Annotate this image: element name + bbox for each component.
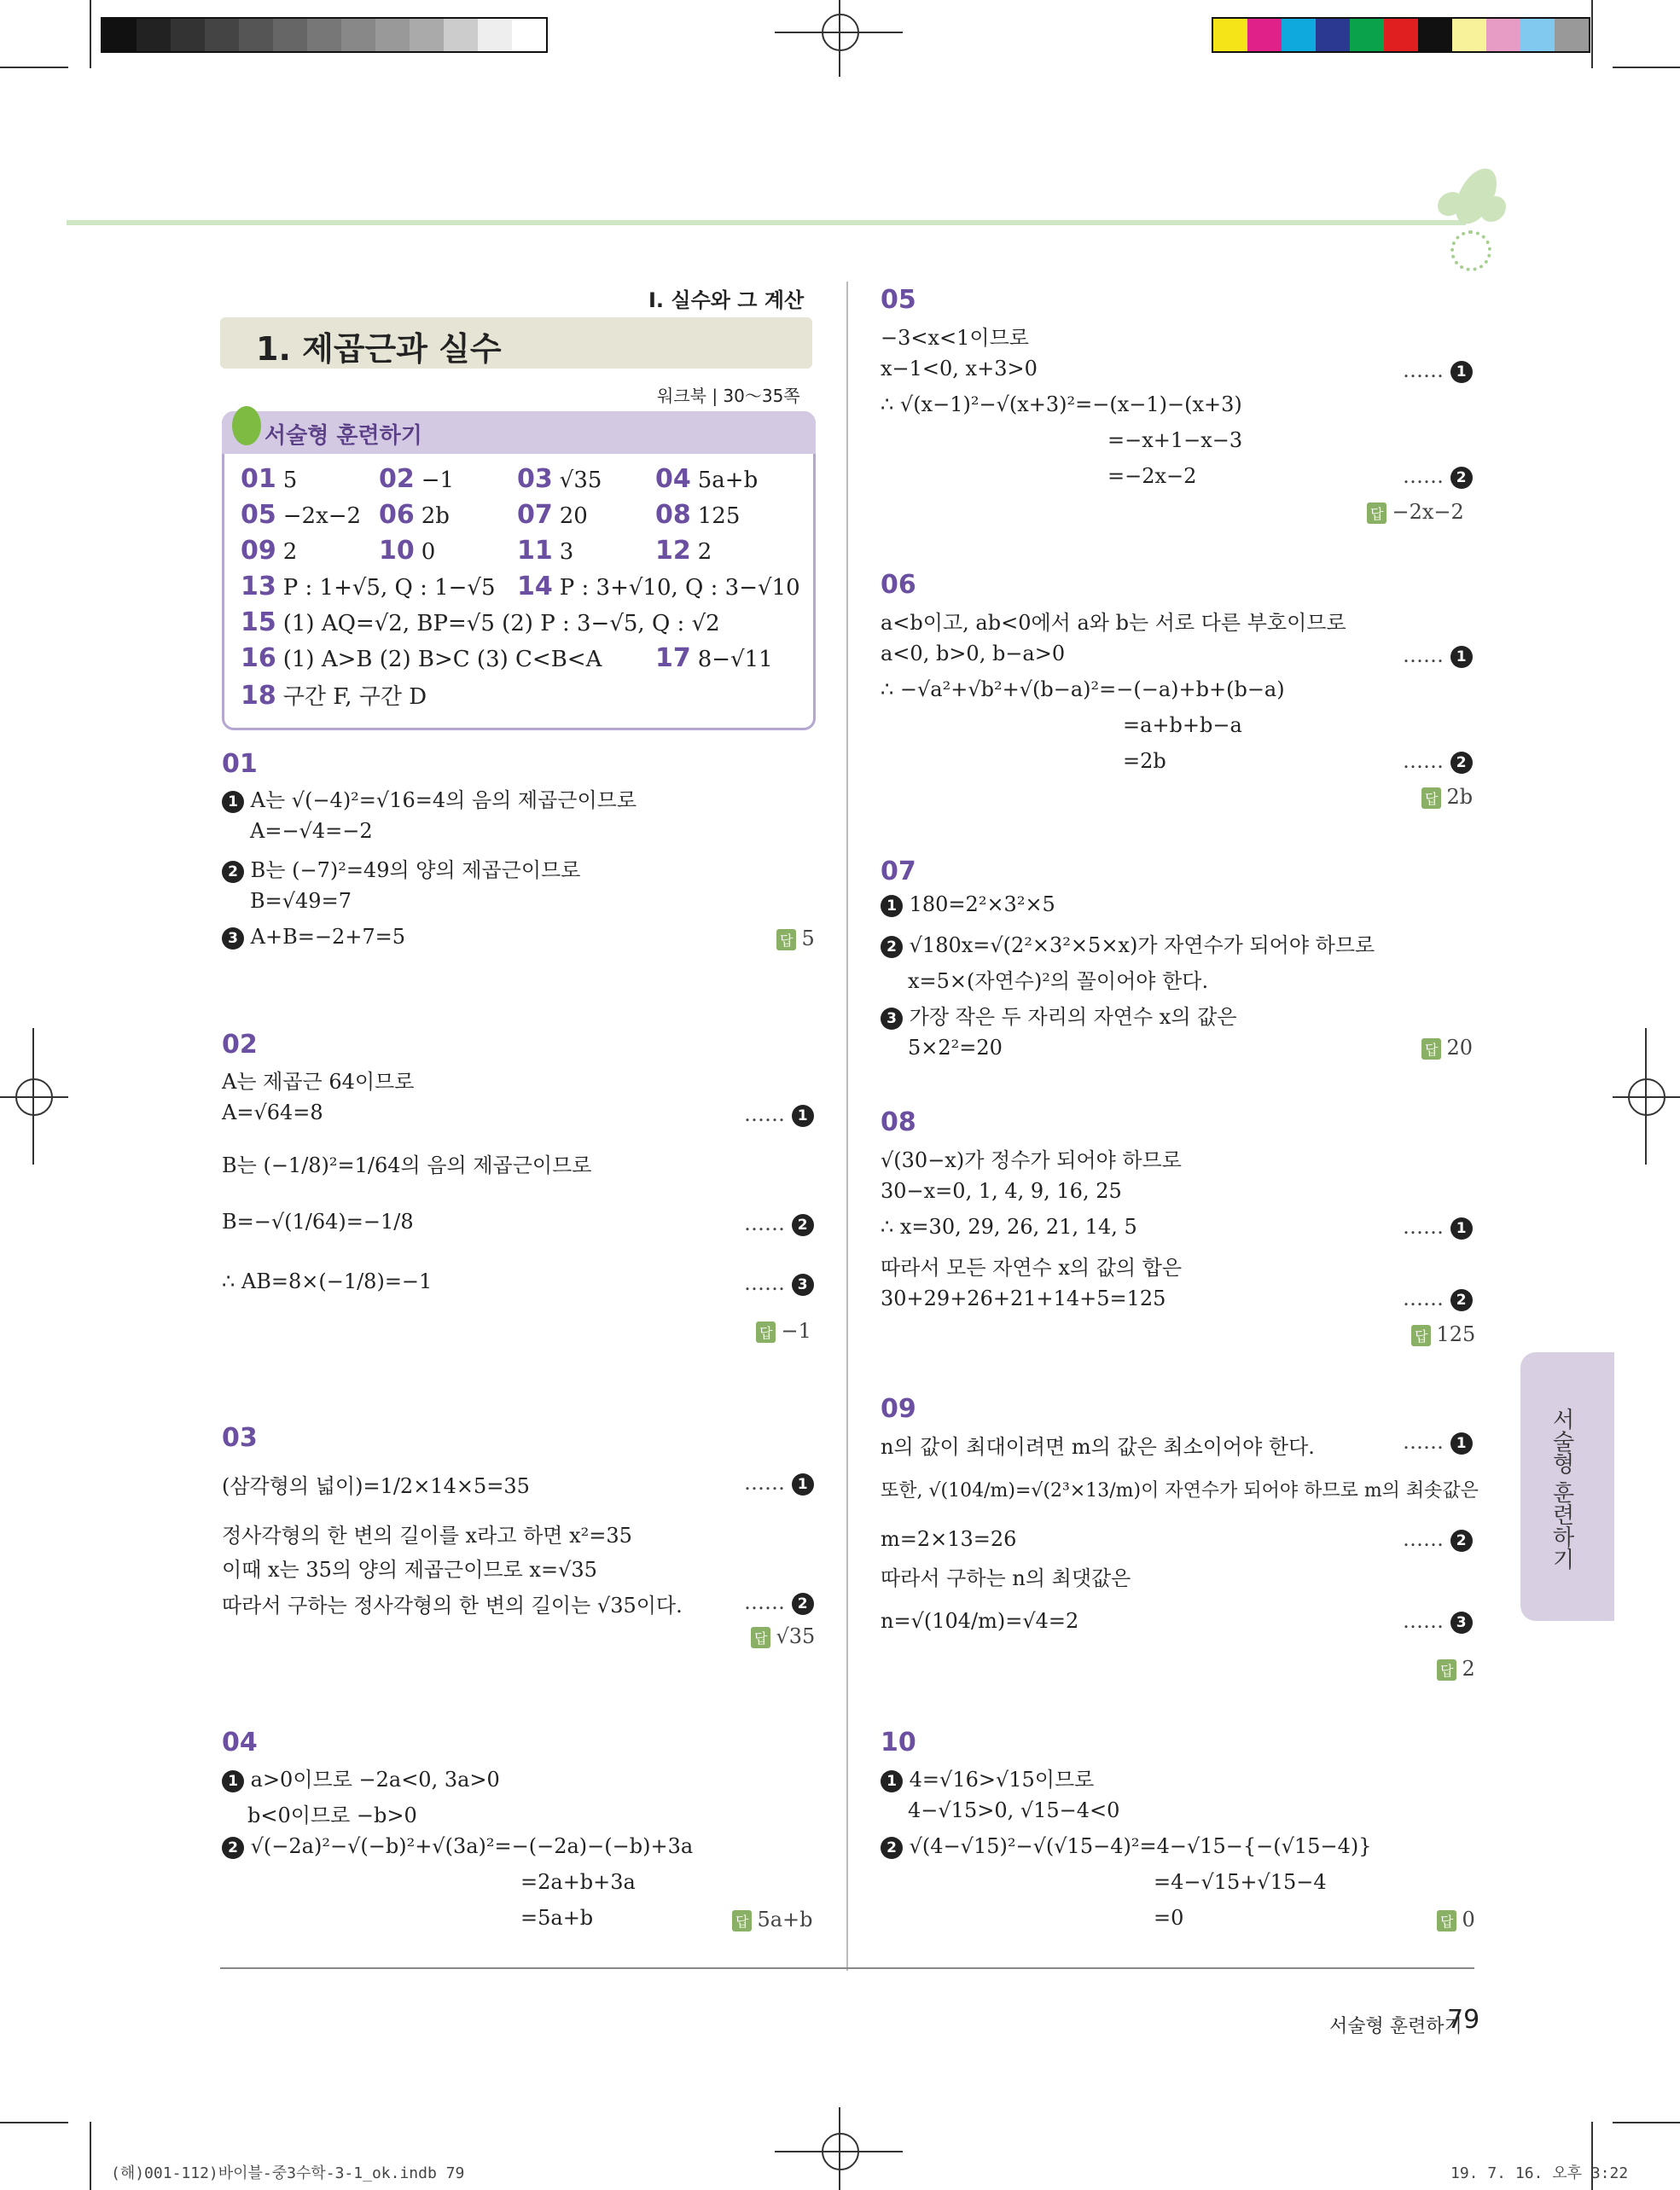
answer-number: 08 <box>655 500 691 530</box>
question-number: 09 <box>881 1394 916 1424</box>
solution-text: x=5×(자연수)²의 꼴이어야 한다. <box>908 969 1209 993</box>
answer-number: 05 <box>241 500 276 530</box>
solution-text: 5×2²=20 <box>908 1036 1003 1060</box>
dots: …… <box>1403 1287 1444 1310</box>
dots: …… <box>744 1471 785 1495</box>
header-rule <box>67 220 1466 225</box>
crop-mark <box>1613 67 1680 68</box>
registration-line <box>32 1028 34 1165</box>
solution-text: B는 (−7)²=49의 양의 제곱근이므로 <box>250 858 581 882</box>
chameleon-icon <box>232 406 261 445</box>
dots: …… <box>1403 1527 1444 1551</box>
solution-text: ∴ √(x−1)²−√(x+3)²=−(x−1)−(x+3) <box>881 392 1242 416</box>
answer-tag: 답 <box>1411 1325 1431 1346</box>
dots: …… <box>1403 1430 1444 1454</box>
final-answer <box>776 927 815 950</box>
solution-line: 3 A+B=−2+7=5 <box>222 925 405 950</box>
solution-text: 이때 x는 35의 양의 제곱근이므로 x=√35 <box>222 1558 597 1582</box>
solution-line: 1 a>0이므로 −2a<0, 3a>0 <box>222 1763 500 1792</box>
answer-value: 2b <box>421 503 450 529</box>
solution-line: 1 A는 √(−4)²=√16=4의 음의 제곱근이므로 <box>222 783 637 813</box>
answer-number: 04 <box>655 464 691 494</box>
final-answer <box>1437 1657 1475 1681</box>
step-marker: …… 3 <box>1403 1609 1473 1634</box>
solution-text: n의 값이 최대이려면 m의 값은 최소이어야 한다. <box>881 1435 1315 1459</box>
registration-line <box>839 0 840 77</box>
dots: …… <box>744 1211 785 1235</box>
footer-label: 서술형 훈련하기 <box>1329 2016 1462 2037</box>
answer-tag: 답 <box>1421 787 1441 809</box>
answer-tag: 답 <box>732 1910 752 1931</box>
solution-line: 2 √(4−√15)²−√(√15−4)²=4−√15−{−(√15−4)} <box>881 1834 1371 1859</box>
solution-text: ∴ −√a²+√b²+√(b−a)²=−(−a)+b+(b−a) <box>881 677 1285 701</box>
solution-line: 2 √(−2a)²−√(−b)²+√(3a)²=−(−2a)−(−b)+3a <box>222 1834 693 1859</box>
answer-item <box>241 536 297 566</box>
final-answer <box>1437 1908 1475 1931</box>
chapter-label: Ⅰ. 실수와 그 계산 <box>648 288 805 312</box>
solution-text: 또한, √(104/m)=√(2³×13/m)이 자연수가 되어야 하므로 m의 최솟값은 <box>881 1480 1479 1502</box>
solution-text: A는 √(−4)²=√16=4의 음의 제곱근이므로 <box>250 788 637 812</box>
final-answer <box>1421 785 1473 809</box>
answer-tag: 답 <box>756 1322 776 1343</box>
crop-mark <box>0 67 68 68</box>
print-slug: (해)001-112)바이블-중3수학-3-1_ok.indb 79 <box>111 2164 465 2182</box>
solution-text: 4−√15>0, √15−4<0 <box>908 1798 1120 1822</box>
step-marker: …… 2 <box>1403 1527 1473 1552</box>
solution-text: x−1<0, x+3>0 <box>881 357 1038 380</box>
answer-item <box>517 572 800 601</box>
solution-line: 1 180=2²×3²×5 <box>881 892 1055 917</box>
answer-tag: 답 <box>1421 1038 1441 1060</box>
answer-number: 18 <box>241 681 276 711</box>
crop-mark <box>90 0 91 68</box>
workbook-ref: 워크북 | 30～35쪽 <box>657 386 800 406</box>
solution-text: A=√64=8 <box>222 1101 323 1124</box>
answer-number: 01 <box>241 464 276 494</box>
question-number: 01 <box>222 749 258 779</box>
dots: …… <box>744 1271 785 1295</box>
answer-tag: 답 <box>1437 1910 1456 1931</box>
answer-value: √35 <box>776 1624 816 1648</box>
final-answer <box>751 1624 815 1648</box>
solution-text: B는 (−1/8)²=1/64의 음의 제곱근이므로 <box>222 1153 592 1177</box>
page-number: 79 <box>1447 2005 1480 2035</box>
step-marker: …… 3 <box>744 1271 814 1296</box>
step-marker: …… 1 <box>1403 643 1473 668</box>
answer-value: P : 3+√10, Q : 3−√10 <box>559 575 800 601</box>
answer-item <box>655 536 712 566</box>
dots: …… <box>1403 464 1444 488</box>
answer-value: −2x−2 <box>282 503 362 529</box>
solution-text: (삼각형의 넓이)=1/2×14×5=35 <box>222 1474 530 1498</box>
answer-item <box>241 500 361 530</box>
question-number: 02 <box>222 1030 258 1060</box>
side-tab-label: 서술형 훈련하기 <box>1549 1408 1574 1571</box>
answer-item <box>241 643 602 673</box>
answer-value: 2 <box>1462 1657 1475 1681</box>
step-marker: …… 1 <box>1403 1215 1473 1240</box>
solution-text: =2b <box>1123 749 1166 773</box>
solution-text: B=√49=7 <box>250 889 352 913</box>
answer-tag: 답 <box>1367 502 1386 524</box>
solution-text: 따라서 모든 자연수 x의 값의 합은 <box>881 1256 1183 1280</box>
answer-number: 17 <box>655 643 691 673</box>
answer-value: P : 1+√5, Q : 1−√5 <box>282 575 496 601</box>
solution-text: =5a+b <box>520 1906 594 1930</box>
answer-number: 11 <box>517 536 553 566</box>
answer-item <box>241 464 297 494</box>
answer-item <box>517 464 602 494</box>
solution-text: −3<x<1이므로 <box>881 326 1029 350</box>
solution-text: n=√(104/m)=√4=2 <box>881 1609 1079 1633</box>
registration-line <box>0 1096 68 1098</box>
footer-rule <box>220 1967 1474 1969</box>
step-marker: …… 2 <box>1403 1287 1473 1311</box>
answer-value: 0 <box>421 539 436 565</box>
crop-mark <box>1591 0 1593 68</box>
dots: …… <box>1403 1609 1444 1633</box>
answer-value: 5 <box>801 927 815 950</box>
answer-value: 5a+b <box>757 1908 813 1931</box>
solution-text: 정사각형의 한 변의 길이를 x라고 하면 x²=35 <box>222 1524 632 1548</box>
step-marker: …… 1 <box>744 1471 814 1496</box>
answer-number: 12 <box>655 536 691 566</box>
step-marker: …… 1 <box>744 1102 814 1127</box>
leaf-ornament <box>1480 196 1506 222</box>
question-number: 07 <box>881 857 916 886</box>
answer-summary-title: 서술형 훈련하기 <box>264 423 422 449</box>
grayscale-bar <box>101 17 548 53</box>
answer-value: 20 <box>1446 1036 1474 1060</box>
dots: …… <box>744 1102 785 1126</box>
answer-value: 125 <box>697 503 741 529</box>
step-marker: …… 2 <box>744 1590 814 1615</box>
answer-item <box>517 536 573 566</box>
answer-number: 03 <box>517 464 553 494</box>
answer-value: 3 <box>559 539 574 565</box>
circle-ornament <box>1450 230 1491 271</box>
answer-item <box>379 536 435 566</box>
solution-text: a>0이므로 −2a<0, 3a>0 <box>250 1768 500 1792</box>
print-timestamp: 19. 7. 16. 오후 3:22 <box>1450 2164 1629 2182</box>
answer-value: −2x−2 <box>1392 500 1464 524</box>
answer-value: 2 <box>697 539 712 565</box>
answer-number: 15 <box>241 607 276 637</box>
answer-item <box>241 607 720 637</box>
answer-number: 07 <box>517 500 553 530</box>
solution-text: =−2x−2 <box>1107 464 1197 488</box>
solution-text: √(30−x)가 정수가 되어야 하므로 <box>881 1148 1182 1172</box>
dots: …… <box>1403 643 1444 667</box>
answer-value: (1) A>B (2) B>C (3) C<B<A <box>282 647 602 672</box>
step-marker: …… 2 <box>1403 749 1473 774</box>
solution-line: 1 4=√16>√15이므로 <box>881 1763 1094 1792</box>
answer-number: 06 <box>379 500 415 530</box>
final-answer <box>1367 500 1464 524</box>
solution-text: 180=2²×3²×5 <box>909 892 1055 916</box>
answer-number: 16 <box>241 643 276 673</box>
question-number: 06 <box>881 570 916 600</box>
answer-number: 10 <box>379 536 415 566</box>
solution-text: A는 제곱근 64이므로 <box>222 1070 415 1094</box>
solution-text: √(−2a)²−√(−b)²+√(3a)²=−(−2a)−(−b)+3a <box>250 1834 694 1858</box>
dots: …… <box>1403 749 1444 773</box>
solution-text: =−x+1−x−3 <box>1107 428 1243 452</box>
answer-value: 0 <box>1462 1908 1475 1931</box>
answer-number: 02 <box>379 464 415 494</box>
solution-text: A+B=−2+7=5 <box>250 925 405 949</box>
solution-line: 3 가장 작은 두 자리의 자연수 x의 값은 <box>881 1000 1237 1030</box>
answer-value: 2b <box>1446 785 1474 809</box>
registration-line <box>839 2107 840 2190</box>
question-number: 04 <box>222 1728 258 1757</box>
solution-text: 30+29+26+21+14+5=125 <box>881 1287 1166 1310</box>
solution-text: m=2×13=26 <box>881 1527 1017 1551</box>
solution-text: 따라서 구하는 n의 최댓값은 <box>881 1566 1131 1590</box>
answer-item <box>379 464 454 494</box>
final-answer <box>1421 1036 1473 1060</box>
answer-value: −1 <box>781 1319 811 1343</box>
solution-text: =0 <box>1154 1906 1184 1930</box>
answer-tag: 답 <box>1437 1659 1456 1681</box>
answer-item <box>655 643 773 673</box>
solution-text: a<b이고, ab<0에서 a와 b는 서로 다른 부호이므로 <box>881 611 1346 635</box>
solution-text: √(4−√15)²−√(√15−4)²=4−√15−{−(√15−4)} <box>909 1834 1372 1858</box>
answer-value: 구간 F, 구간 D <box>282 684 427 710</box>
answer-value: √35 <box>559 468 602 493</box>
answer-number: 09 <box>241 536 276 566</box>
crop-mark <box>0 2122 68 2123</box>
answer-value: 5 <box>282 468 298 493</box>
dots: …… <box>744 1590 785 1614</box>
crop-mark <box>1613 2122 1680 2123</box>
answer-item <box>241 572 496 601</box>
answer-item <box>241 679 427 711</box>
dots: …… <box>1403 358 1444 382</box>
solution-text: 가장 작은 두 자리의 자연수 x의 값은 <box>909 1005 1237 1029</box>
final-answer <box>1411 1322 1475 1346</box>
final-answer <box>732 1908 813 1931</box>
page-title: 1. 제곱근과 실수 <box>256 330 502 368</box>
step-marker: …… 1 <box>1403 358 1473 383</box>
answer-tag: 답 <box>751 1627 770 1648</box>
registration-line <box>1645 1028 1647 1165</box>
question-number: 03 <box>222 1423 258 1453</box>
solution-text: ∴ x=30, 29, 26, 21, 14, 5 <box>881 1215 1137 1239</box>
answer-value: 8−√11 <box>697 647 773 672</box>
color-bar <box>1212 17 1590 53</box>
solution-text: 따라서 구하는 정사각형의 한 변의 길이는 √35이다. <box>222 1594 683 1618</box>
answer-item <box>655 500 740 530</box>
answer-number: 14 <box>517 572 553 601</box>
answer-value: 5a+b <box>697 468 759 493</box>
step-marker: …… 2 <box>1403 464 1473 489</box>
step-marker: …… 1 <box>1403 1430 1473 1455</box>
answer-value: (1) AQ=√2, BP=√5 (2) P : 3−√5, Q : √2 <box>282 611 720 636</box>
solution-line: 2 √180x=√(2²×3²×5×x)가 자연수가 되어야 하므로 <box>881 928 1375 958</box>
solution-text: 30−x=0, 1, 4, 9, 16, 25 <box>881 1179 1122 1203</box>
answer-item <box>379 500 450 530</box>
solution-text: =a+b+b−a <box>1123 713 1242 737</box>
answer-item <box>655 464 758 494</box>
solution-text: A=−√4=−2 <box>250 819 373 843</box>
answer-value: 2 <box>282 539 298 565</box>
solution-text: =2a+b+3a <box>520 1870 636 1894</box>
question-number: 10 <box>881 1728 916 1757</box>
question-number: 05 <box>881 285 916 315</box>
solution-text: 4=√16>√15이므로 <box>909 1768 1095 1792</box>
answer-value: 125 <box>1436 1322 1476 1346</box>
solution-text: ∴ AB=8×(−1/8)=−1 <box>222 1269 433 1293</box>
answer-number: 13 <box>241 572 276 601</box>
solution-text: √180x=√(2²×3²×5×x)가 자연수가 되어야 하므로 <box>909 933 1375 957</box>
solution-text: b<0이므로 −b>0 <box>247 1804 417 1827</box>
solution-text: a<0, b>0, b−a>0 <box>881 642 1066 665</box>
solution-text: =4−√15+√15−4 <box>1154 1870 1327 1894</box>
answer-value: −1 <box>421 468 455 493</box>
solution-text: B=−√(1/64)=−1/8 <box>222 1210 414 1234</box>
solution-line: 2 B는 (−7)²=49의 양의 제곱근이므로 <box>222 853 580 883</box>
crop-mark <box>90 2122 91 2190</box>
final-answer <box>756 1319 811 1343</box>
answer-item <box>517 500 588 530</box>
step-marker: …… 2 <box>744 1211 814 1236</box>
question-number: 08 <box>881 1107 916 1137</box>
column-divider <box>846 282 848 1971</box>
dots: …… <box>1403 1215 1444 1239</box>
answer-value: 20 <box>559 503 588 529</box>
answer-tag: 답 <box>776 929 796 950</box>
